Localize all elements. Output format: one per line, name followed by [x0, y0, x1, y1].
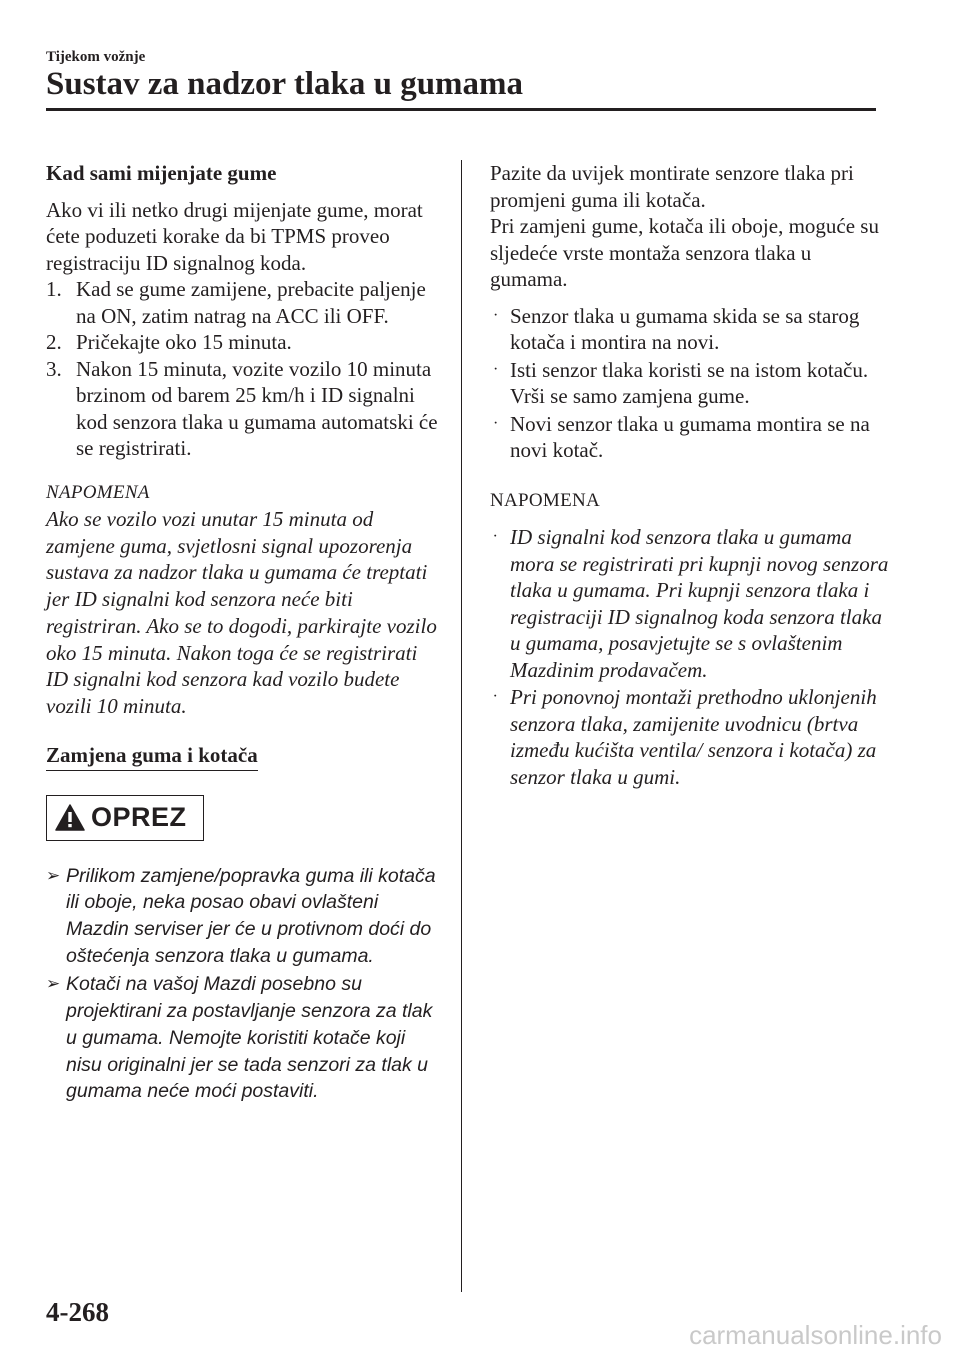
subsection-heading: Zamjena guma i kotača	[46, 742, 258, 771]
list-item	[490, 357, 890, 410]
page-title: Sustav za nadzor tlaka u gumama	[46, 66, 524, 102]
step-text: Nakon 15 minuta, vozite vozilo 10 minuta brzinom od barem 25 km/h i ID signalni kod senzora tlaka u gumama automatski će se registrirati.	[76, 356, 438, 460]
note-item	[490, 524, 890, 683]
caution-label: OPREZ	[91, 802, 187, 833]
step-number: 2.	[46, 330, 62, 354]
caution-text: Prilikom zamjene/popravka guma ili kotača ili oboje, neka posao obavi ovlašteni Mazdin serviser jer će u protivnom doći do oštećenja senzora tlaka u gumama.	[66, 864, 436, 967]
caution-item	[46, 863, 444, 970]
steps-list	[46, 276, 444, 462]
step-item	[46, 276, 444, 329]
section-label: Tijekom vožnje	[46, 49, 146, 65]
list-item-text: Senzor tlaka u gumama skida se sa starog kotača i montira na novi.	[510, 303, 860, 354]
list-item-text: Novi senzor tlaka u gumama montira se na novi kotač.	[510, 411, 870, 462]
page-number: 4-268	[46, 1297, 109, 1327]
note-text: Ako se vozilo vozi unutar 15 minuta od zamjene guma, svjetlosni signal upozorenja sustava za nadzor tlaka u gumama će treptati jer ID signalni kod senzora neće biti registriran. Ako se to dogodi, parkirajte vozilo oko 15 minuta. Nakon toga će se registrirati ID signalni kod senzora kad vozilo budete vozili 10 minuta.	[46, 507, 437, 718]
note-heading: NAPOMENA	[46, 481, 150, 503]
note-heading: NAPOMENA	[490, 489, 601, 511]
right-intro-2: Pri zamjeni gume, kotača ili oboje, moguće su sljedeće vrste montaža senzora tlaka u gumama.	[490, 214, 879, 291]
warning-icon	[55, 804, 85, 831]
note-item-text: Pri ponovnoj montaži prethodno uklonjenih senzora tlaka, zamijenite uvodnicu (brtva između kućišta ventila/ senzora i kotača) za senzor tlaka u gumi.	[510, 685, 877, 789]
note-item	[490, 684, 890, 790]
right-intro: Pazite da uvijek montirate senzore tlaka pri promjeni guma ili kotača.	[490, 161, 854, 212]
left-column	[46, 160, 444, 1107]
mounting-list	[490, 303, 890, 464]
bullet-icon: ·	[493, 414, 499, 432]
list-item	[490, 303, 890, 356]
right-column	[490, 160, 890, 791]
caution-item	[46, 971, 444, 1105]
caution-box	[46, 795, 204, 841]
caution-list	[46, 863, 444, 1105]
step-text: Pričekajte oko 15 minuta.	[76, 330, 292, 354]
note-item-text: ID signalni kod senzora tlaka u gumama mora se registrirati pri kupnji novog senzora tlaka u gumama. Pri kupnji senzora tlaka i registraciji ID signalnog koda senzora tlaka u gumama, posavjetujte se s ovlaštenim Mazdinim prodavačem.	[510, 525, 889, 682]
step-number: 1.	[46, 277, 62, 301]
step-number: 3.	[46, 356, 62, 381]
step-item	[46, 329, 444, 356]
bullet-icon: ·	[493, 306, 499, 324]
bullet-icon: ·	[493, 360, 499, 378]
caution-text: Kotači na vašoj Mazdi posebno su projektirani za postavljanje senzora za tlak u gumama. Nemojte koristiti kotače koji nisu originalni jer se tada senzori za tlak u gumama neće moći postaviti.	[66, 973, 433, 1103]
intro-paragraph: Ako vi ili netko drugi mijenjate gume, morat ćete poduzeti korake da bi TPMS proveo registraciju ID signalnog koda.	[46, 197, 423, 275]
watermark: carmanualsonline.info	[689, 1320, 942, 1350]
step-text: Kad se gume zamijene, prebacite paljenje na ON, zatim natrag na ACC ili OFF.	[76, 277, 426, 328]
arrow-right-icon: ➢	[46, 974, 61, 994]
bullet-icon: ·	[493, 528, 497, 545]
column-divider	[461, 160, 462, 1292]
header-divider	[46, 108, 876, 111]
subheading-tyre-change: Kad sami mijenjate gume	[46, 161, 277, 185]
note-list	[490, 524, 890, 790]
step-item	[46, 356, 444, 462]
list-item-text: Isti senzor tlaka koristi se na istom kotaču. Vrši se samo zamjena gume.	[510, 357, 869, 408]
arrow-right-icon: ➢	[46, 865, 61, 885]
bullet-icon: ·	[493, 688, 497, 705]
list-item	[490, 411, 890, 464]
